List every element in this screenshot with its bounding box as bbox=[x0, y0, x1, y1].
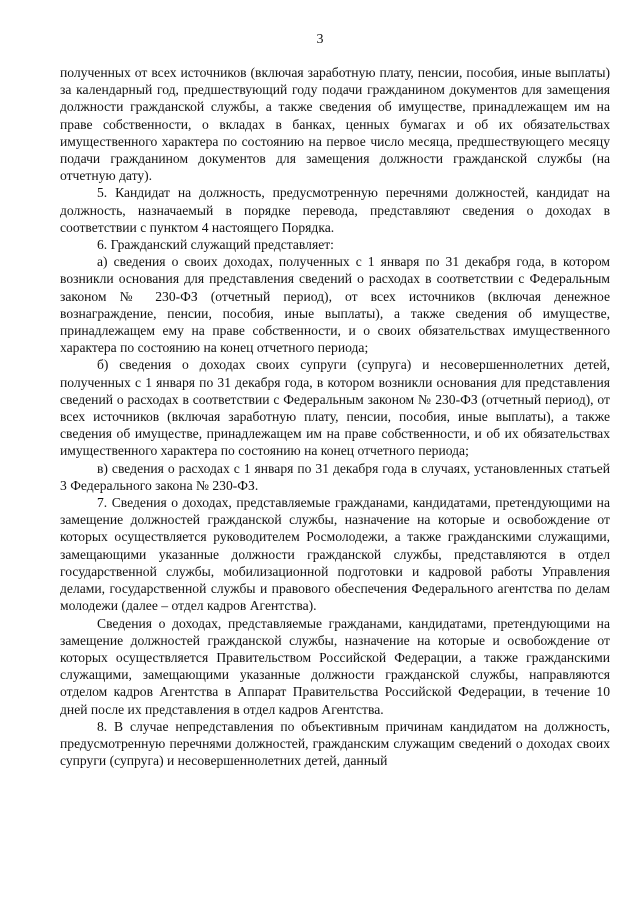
paragraph-item-7-second: Сведения о доходах, представляемые гражданами, кандидатами, претендующими на замещение должностей гражданской службы, назначение на которые и освобождение от которых осуществляется Правительством Российской Федерации, а также гражданскими служащими, замещающими указанные должности гражданской службы, направляются отделом кадров Агентства в Аппарат Правительства Российской Федерации, в течение 10 дней после их представления в отдел кадров Агентства. bbox=[60, 615, 610, 717]
paragraph-item-7: 7. Сведения о доходах, представляемые гражданами, кандидатами, претендующими на замещение должностей гражданской службы, назначение на которые и освобождение от которых осуществляется руководителем Росмолодежи, а также гражданскими служащими, замещающими указанные должности гражданской службы, представляются в отдел государственной службы, мобилизационной подготовки и кадровой работы Управления делами, государственной службы и правового обеспечения Федерального агентства по делам молодежи (далее – отдел кадров Агентства). bbox=[60, 495, 610, 614]
paragraph-item-8: 8. В случае непредставления по объективным причинам кандидатом на должность, предусмотренную перечнями должностей, гражданским служащим сведений о доходах своих супруги (супруга) и несовершеннолетних детей, данный bbox=[60, 718, 610, 769]
page-number: 3 bbox=[316, 32, 324, 47]
paragraph-item-6: 6. Гражданский служащий представляет: bbox=[97, 237, 334, 253]
document-body bbox=[60, 64, 610, 769]
paragraph-item-6a: а) сведения о своих доходах, полученных с 1 января по 31 декабря года, в котором возникли основания для представления сведений о расходах в соответствии с Федеральным законом № 230-ФЗ (отчетный период), от всех источников (включая денежное вознаграждение, пенсии, пособия, иные выплаты), а также сведения об имуществе, принадлежащем ему на праве собственности, и о своих обязательствах имущественного характера по состоянию на конец отчетного периода; bbox=[60, 254, 610, 356]
paragraph-item-6b: б) сведения о доходах своих супруги (супруга) и несовершеннолетних детей, полученных с 1 января по 31 декабря года, в котором возникли основания для представления сведений о расходах в соответствии с Федеральным законом № 230-ФЗ (отчетный период), от всех источников (включая заработную плату, пенсии, пособия, иные выплаты), а также сведения об имуществе, принадлежащем им на праве собственности, и об их обязательствах имущественного характера по состоянию на конец отчетного периода; bbox=[60, 357, 610, 459]
paragraph-continuation: полученных от всех источников (включая заработную плату, пенсии, пособия, иные выплаты) за календарный год, предшествующий году подачи гражданином документов для замещения должности гражданской службы, а также сведения об имуществе, принадлежащем им на праве собственности, о вкладах в банках, ценных бумагах и об их обязательствах имущественного характера по состоянию на первое число месяца, предшествующего месяцу подачи гражданином документов для замещения должности гражданской службы (на отчетную дату). bbox=[60, 65, 610, 184]
paragraph-item-5: 5. Кандидат на должность, предусмотренную перечнями должностей, кандидат на должность, назначаемый в порядке перевода, представляют сведения о доходах в соответствии с пунктом 4 настоящего Порядка. bbox=[60, 185, 610, 235]
paragraph-item-6v: в) сведения о расходах с 1 января по 31 декабря года в случаях, установленных статьей 3 Федерального закона № 230-ФЗ. bbox=[60, 460, 610, 493]
